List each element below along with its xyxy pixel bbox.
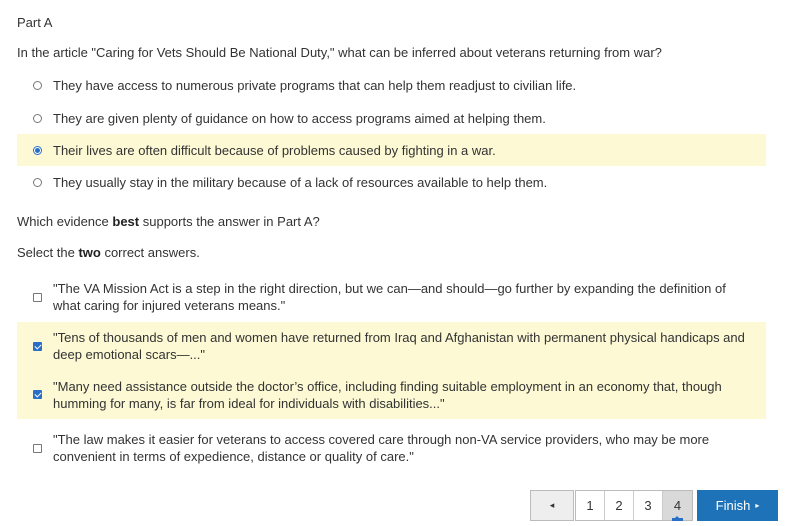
- mc-option-label: Their lives are often difficult because of problems caused by fighting in a war.: [53, 142, 496, 158]
- page-button-3[interactable]: 3: [634, 491, 663, 520]
- mc-option[interactable]: [17, 102, 766, 134]
- mc-option-label: They have access to numerous private programs that can help them readjust to civilian life.: [53, 77, 577, 93]
- instructions: Select the two correct answers.: [17, 245, 200, 260]
- part-title: Part A: [17, 15, 53, 30]
- finish-button[interactable]: [697, 490, 778, 521]
- cb-option[interactable]: [17, 370, 766, 419]
- pagination: [530, 490, 693, 521]
- cb-option[interactable]: [17, 322, 766, 370]
- finish-label: Finish: [715, 498, 751, 513]
- checkbox-checked[interactable]: [33, 390, 42, 399]
- question-text: In the article "Caring for Vets Should Be National Duty," what can be inferred about veterans returning from war?: [17, 45, 662, 60]
- cb-option-label: "Many need assistance outside the doctor’s office, including finding suitable employment in an economy that, though humming for many, is far from ideal for individuals with disabilities...": [53, 378, 722, 411]
- cb-option-label: "The VA Mission Act is a step in the right direction, but we can—and should—go further by expanding the definition of what caring for injured veterans means.": [53, 281, 726, 313]
- page-button-2[interactable]: 2: [605, 491, 634, 520]
- mc-option[interactable]: [17, 69, 766, 101]
- checkbox[interactable]: [33, 444, 42, 453]
- prev-page-button[interactable]: [530, 490, 574, 521]
- cb-option-label: "Tens of thousands of men and women have returned from Iraq and Afghanistan with permanent physical handicaps and deep emotional scars—...": [53, 330, 745, 362]
- mc-option-label: They usually stay in the military because of a lack of resources available to help them.: [53, 174, 548, 190]
- page-button-4-current[interactable]: 4: [663, 491, 692, 520]
- mc-option[interactable]: [17, 134, 766, 166]
- cb-option-label: "The law makes it easier for veterans to access covered care through non-VA service providers, who may be more convenient in terms of expedience, distance or quality of care.": [53, 432, 710, 464]
- radio-button-selected[interactable]: [33, 146, 42, 155]
- page-numbers: [575, 490, 693, 521]
- page-button-1[interactable]: 1: [576, 491, 605, 520]
- checkbox[interactable]: [33, 293, 42, 302]
- mc-option[interactable]: [17, 166, 766, 198]
- checkbox-checked[interactable]: [33, 342, 42, 351]
- radio-button[interactable]: [33, 81, 42, 90]
- cb-option[interactable]: [17, 276, 766, 318]
- mc-option-label: They are given plenty of guidance on how to access programs aimed at helping them.: [53, 110, 546, 126]
- cb-option[interactable]: [17, 427, 766, 469]
- play-arrow-icon: ▸: [755, 501, 760, 510]
- question-text: Which evidence best supports the answer in Part A?: [17, 214, 320, 229]
- chevron-left-icon: ◂: [549, 500, 555, 510]
- radio-button[interactable]: [33, 178, 42, 187]
- radio-button[interactable]: [33, 114, 42, 123]
